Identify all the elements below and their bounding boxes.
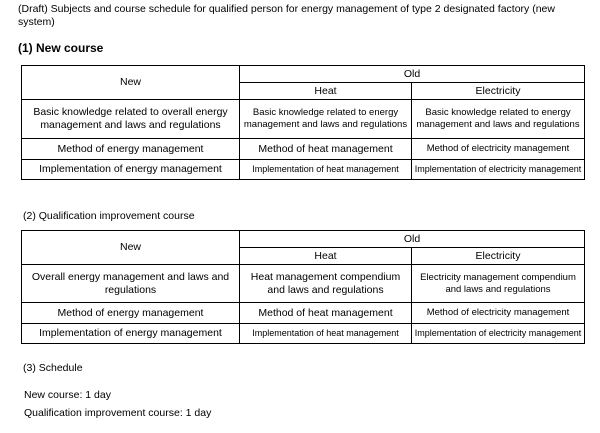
header-electricity: Electricity <box>412 83 585 100</box>
cell-heat: Heat management compendium and laws and regulations <box>240 265 412 303</box>
cell-heat: Method of heat management <box>240 139 412 160</box>
header-heat: Heat <box>240 83 412 100</box>
cell-heat: Implementation of heat management <box>240 324 412 344</box>
cell-electricity: Method of electricity management <box>412 139 585 160</box>
cell-electricity: Implementation of electricity management <box>412 160 585 180</box>
cell-new: Implementation of energy management <box>22 324 240 344</box>
cell-heat: Implementation of heat management <box>240 160 412 180</box>
cell-new: Method of energy management <box>22 139 240 160</box>
section-heading-schedule: (3) Schedule <box>23 362 83 374</box>
new-course-table <box>21 65 585 180</box>
cell-heat: Basic knowledge related to energy management and laws and regulations <box>240 100 412 139</box>
cell-new: Implementation of energy management <box>22 160 240 180</box>
cell-new: Overall energy management and laws and regulations <box>22 265 240 303</box>
cell-heat: Method of heat management <box>240 303 412 324</box>
section-heading-new-course: (1) New course <box>18 41 104 55</box>
header-heat: Heat <box>240 248 412 265</box>
header-electricity: Electricity <box>412 248 585 265</box>
header-old: Old <box>240 231 585 248</box>
header-old: Old <box>240 66 585 83</box>
document-title: (Draft) Subjects and course schedule for qualified person for energy management of type 2 designated factory (new system) <box>18 3 555 28</box>
cell-new: Method of energy management <box>22 303 240 324</box>
cell-electricity: Electricity management compendium and laws and regulations <box>412 265 585 303</box>
cell-electricity: Method of electricity management <box>412 303 585 324</box>
header-new: New <box>22 231 240 265</box>
qualification-course-table <box>21 230 585 344</box>
cell-new: Basic knowledge related to overall energy management and laws and regulations <box>22 100 240 139</box>
schedule-new-course: New course: 1 day <box>24 389 111 401</box>
section-heading-qualification-course: (2) Qualification improvement course <box>23 210 195 222</box>
cell-electricity: Basic knowledge related to energy management and laws and regulations <box>412 100 585 139</box>
schedule-qualification-course: Qualification improvement course: 1 day <box>24 407 212 419</box>
cell-electricity: Implementation of electricity management <box>412 324 585 344</box>
header-new: New <box>22 66 240 100</box>
